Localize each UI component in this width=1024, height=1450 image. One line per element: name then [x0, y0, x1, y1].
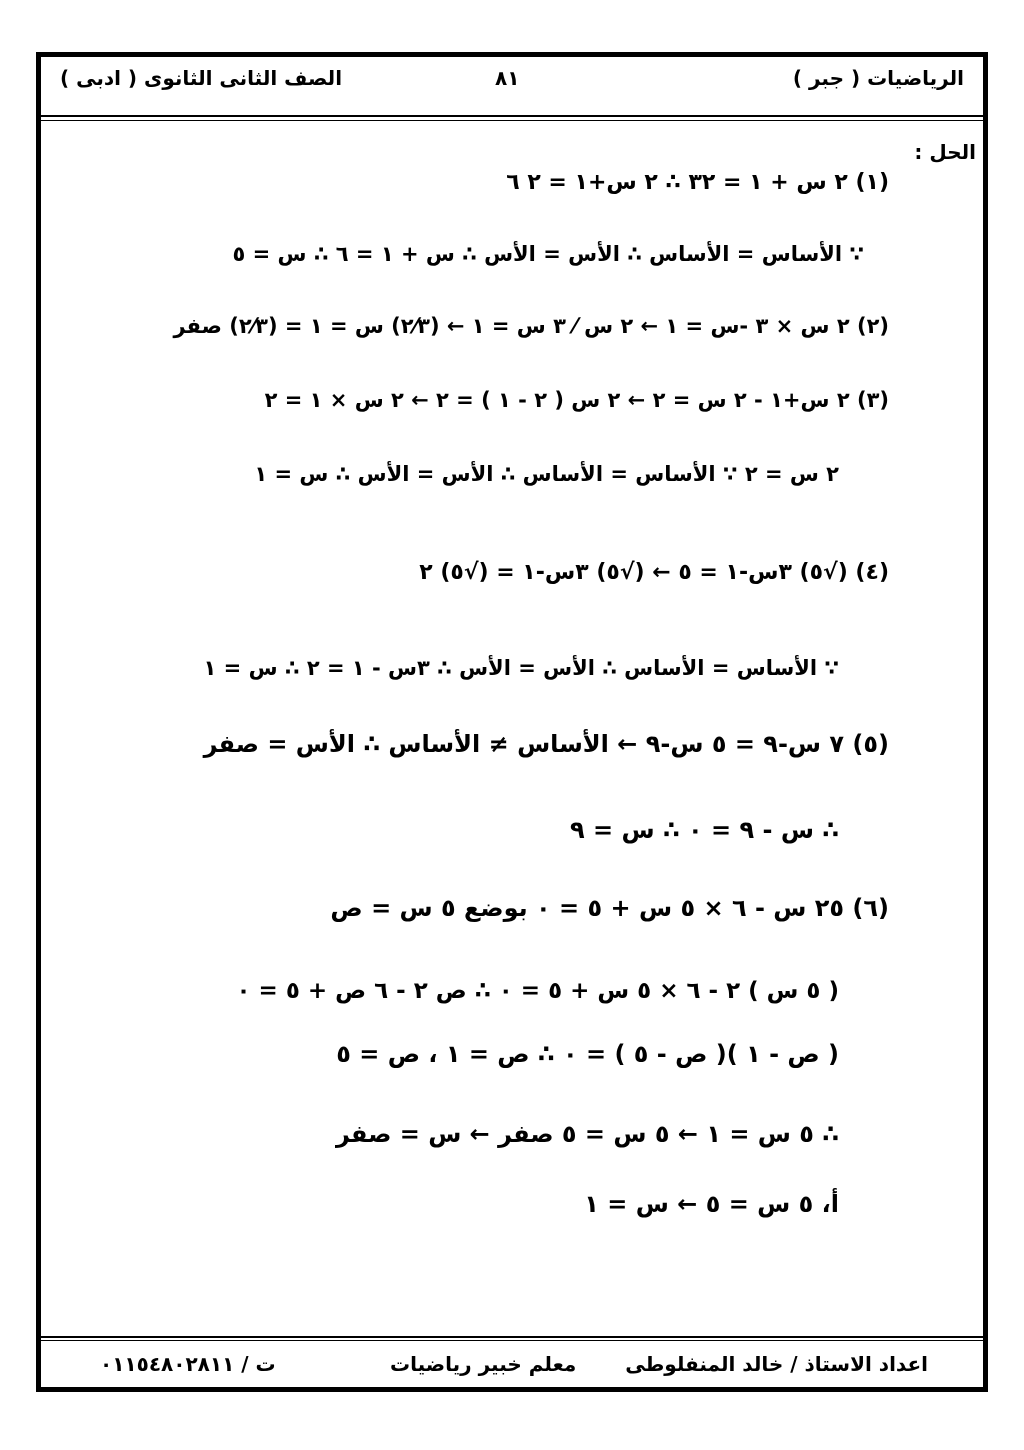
- line-13: ∴ ٥ س = ١ ← ٥ س = ٥ صفر ← س = صفر: [335, 1120, 839, 1148]
- header-page-number: ٨١: [495, 66, 520, 90]
- line-4: (٣) ٢ س+١ - ٢ س = ٢ ← ٢ س ( ٢ - ١ ) = ٢ ← ٢ س × ١ = ٢: [264, 388, 889, 412]
- line-1: (١) ٢ س + ١ = ٣٢ ∴ ٢ س+١ = ٢ ٦: [506, 170, 889, 195]
- header-divider-thin: [40, 120, 984, 121]
- line-6: (٤) (√٥) ٣س-١ = ٥ ← (√٥) ٣س-١ = (√٥) ٢: [419, 560, 889, 585]
- footer-phone: ت / ٠١١٥٤٨٠٢٨١١: [100, 1352, 276, 1376]
- header-divider: [40, 115, 984, 117]
- line-11: ( ٥ س ) ٢ - ٦ × ٥ س + ٥ = ٠ ∴ ص ٢ - ٦ ص + ٥ = ٠: [236, 978, 839, 1004]
- line-12: ( ص - ١ )( ص - ٥ ) = ٠ ∴ ص = ١ ، ص = ٥: [336, 1040, 839, 1068]
- header-subject: الرياضيات ( جبر ): [792, 66, 964, 90]
- line-7: ∵ الأساس = الأساس ∴ الأس = الأس ∴ ٣س - ١ = ٢ ∴ س = ١: [203, 656, 839, 680]
- footer-divider-thin: [40, 1340, 984, 1341]
- line-3: (٢) ٢ س × ٣ -س = ١ ← ٢ س ⁄ ٣ س = ١ ← (٢⁄٣) س = ١ = (٢⁄٣) صفر: [173, 314, 889, 338]
- line-5: ٢ س = ٢ ∵ الأساس = الأساس ∴ الأس = الأس ∴ س = ١: [254, 462, 839, 486]
- header-grade: الصف الثانى الثانوى ( ادبى ): [60, 66, 343, 90]
- line-8: (٥) ٧ س-٩ = ٥ س-٩ ← الأساس ≠ الأساس ∴ الأس = صفر: [203, 730, 889, 758]
- line-10: (٦) ٢٥ س - ٦ × ٥ س + ٥ = ٠ بوضع ٥ س = ص: [330, 894, 889, 922]
- line-14: أ، ٥ س = ٥ ← س = ١: [584, 1190, 839, 1218]
- footer-title: معلم خبير رياضيات: [390, 1352, 577, 1376]
- footer-author: اعداد الاستاذ / خالد المنفلوطى: [625, 1352, 928, 1376]
- solution-label: الحل :: [914, 140, 976, 164]
- footer-divider: [40, 1336, 984, 1338]
- line-2: ∵ الأساس = الأساس ∴ الأس = الأس ∴ س + ١ = ٦ ∴ س = ٥: [232, 242, 864, 266]
- line-9: ∴ س - ٩ = ٠ ∴ س = ٩: [570, 816, 839, 844]
